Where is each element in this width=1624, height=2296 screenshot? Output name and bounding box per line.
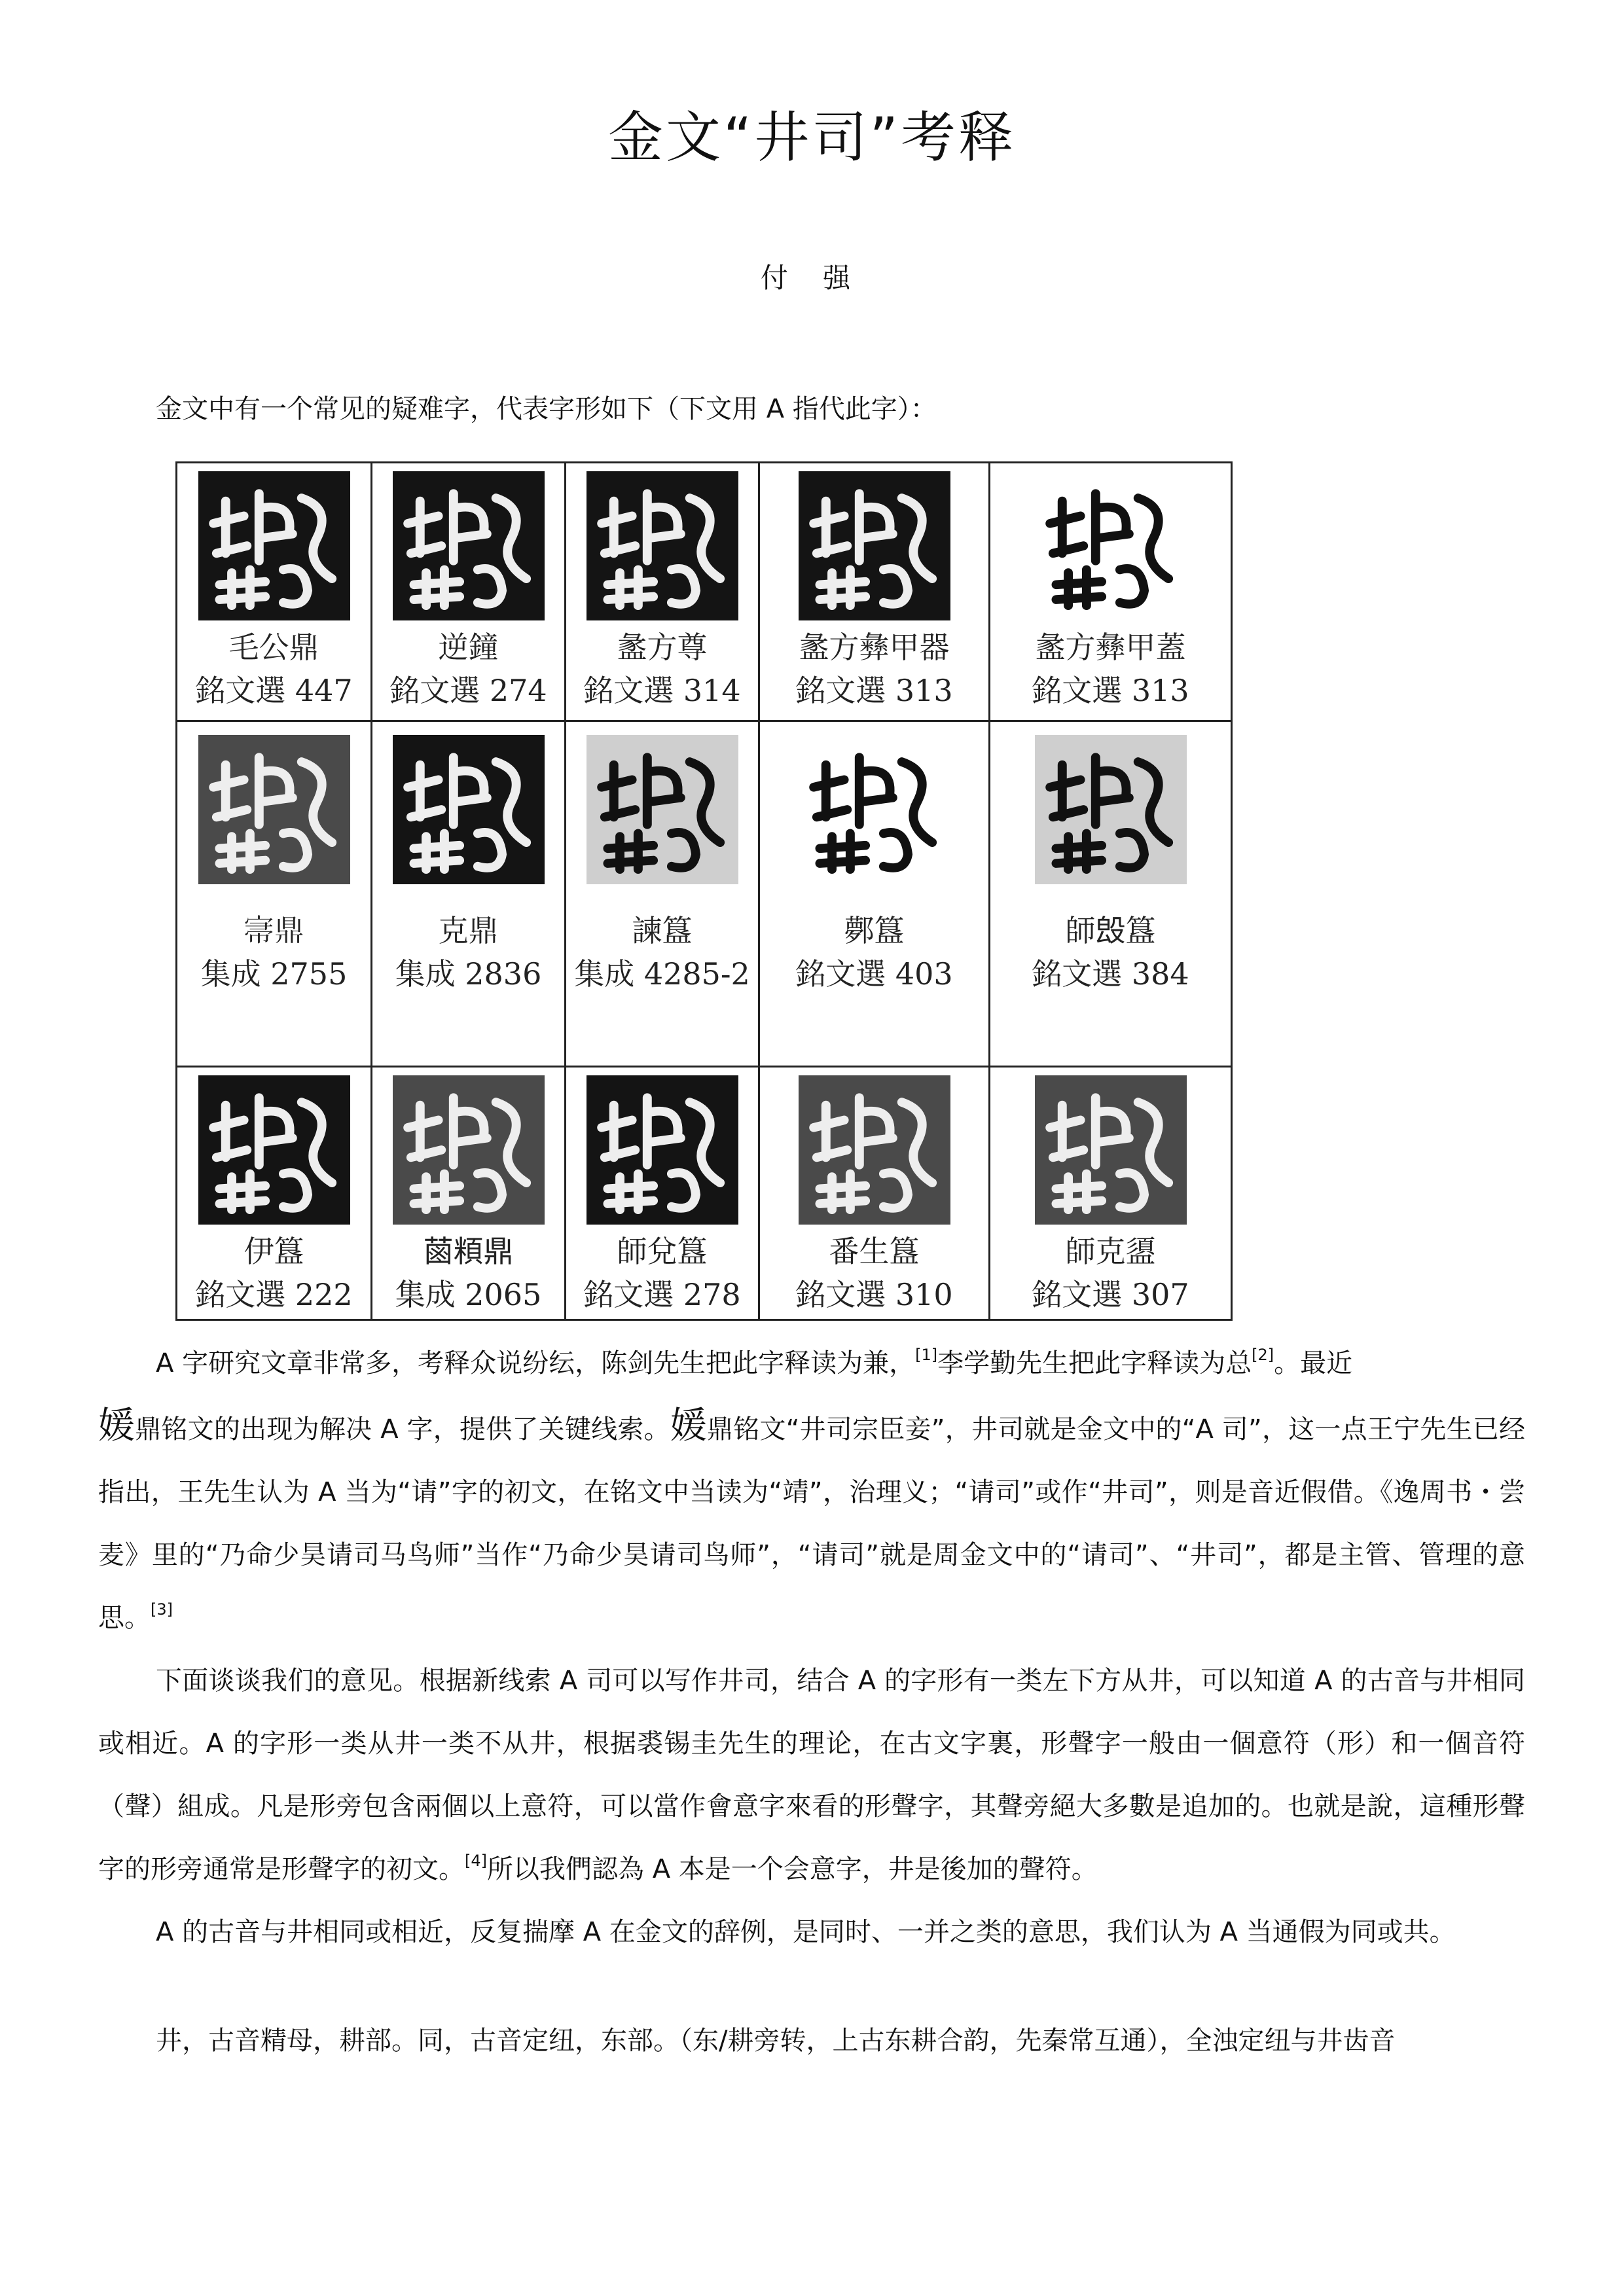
vessel-name: 毛公鼎 (228, 630, 319, 665)
vessel-name: 鄸簋 (844, 913, 905, 948)
glyph-cell (990, 722, 1231, 1067)
glyph-cell (177, 463, 372, 722)
catalog-reference: 銘文選 222 (195, 1277, 353, 1312)
p1-text-b: 李学勤先生把此字释读为总 (937, 1348, 1252, 1378)
inscription-rubbing-image (586, 735, 738, 884)
vessel-name: 諫簋 (632, 913, 693, 948)
inscription-rubbing-image (799, 1075, 950, 1225)
inscription-rubbing-image (393, 1075, 545, 1225)
vessel-name: 逆鐘 (438, 630, 499, 665)
p1-text-e: 鼎铭文“井司宗臣妾”，井司就是金文中的“A 司”，这一点王宁先生已经指出，王先生认为 A 当为“请”字的初文，在铭文中当读为“靖”，治理义；“请司”或作“井司”，则是音近假借。《逸周书・尝麦》里的“乃命少昊请司马鸟师”当作“乃命少昊请司鸟师”，“请司”就是周金文中的“请司”、“井司”，都是主管、管理的意思。 (98, 1414, 1526, 1633)
catalog-reference: 集成 2065 (395, 1277, 542, 1312)
vessel-name: 盠方尊 (617, 630, 708, 665)
inscription-rubbing-image (393, 735, 545, 884)
catalog-reference: 銘文選 310 (795, 1277, 953, 1312)
glyph-cell (760, 1067, 990, 1319)
vessel-name: 𦳊頪鼎 (423, 1234, 514, 1269)
catalog-reference: 銘文選 314 (583, 673, 741, 708)
inscription-rubbing-image (799, 735, 950, 884)
inscription-rubbing-image (393, 471, 545, 620)
glyph-cell (566, 463, 760, 722)
inscription-rubbing-image (198, 735, 350, 884)
footnote-ref-1[interactable]: [1] (915, 1346, 938, 1364)
vessel-name: 盠方彝甲器 (799, 630, 950, 665)
p2-text-b: 所以我們認為 A 本是一个会意字，井是後加的聲符。 (487, 1854, 1098, 1884)
catalog-reference: 集成 2755 (200, 956, 348, 992)
glyph-cell (566, 1067, 760, 1319)
vessel-name: 番生簋 (829, 1234, 920, 1269)
catalog-reference: 銘文選 384 (1032, 956, 1189, 992)
p1-text-a: A 字研究文章非常多，考释众说纷纭，陈剑先生把此字释读为兼， (156, 1348, 916, 1378)
inscription-rubbing-image (198, 1075, 350, 1225)
inscription-rubbing-image (586, 1075, 738, 1225)
footnote-ref-3[interactable]: [3] (151, 1600, 173, 1619)
catalog-reference: 銘文選 278 (583, 1277, 741, 1312)
inscription-rubbing-image (198, 471, 350, 620)
p2-text-a: 下面谈谈我们的意见。根据新线索 A 司可以写作井司，结合 A 的字形有一类左下方从井，可以知道 A 的古音与井相同或相近。A 的字形一类从井一类不从井，根据裘锡圭先生的理论，在古文字裏，形聲字一般由一個意符（形）和一個音符（聲）組成。凡是形旁包含兩個以上意符，可以當作會意字來看的形聲字，其聲旁絕大多數是追加的。也就是說，這種形聲字的形旁通常是形聲字的初文。 (98, 1666, 1525, 1884)
p1-text-d: 鼎铭文的出现为解决 A 字，提供了关键线索。 (135, 1414, 670, 1444)
vessel-name: 盠方彝甲蓋 (1035, 630, 1186, 665)
vessel-name: 克鼎 (438, 913, 499, 948)
catalog-reference: 銘文選 447 (195, 673, 353, 708)
footnote-ref-4[interactable]: [4] (465, 1852, 487, 1870)
inscription-char-1: 媛 (98, 1405, 135, 1447)
glyph-cell (990, 1067, 1231, 1319)
glyph-cell (760, 722, 990, 1067)
inscription-rubbing-image (586, 471, 738, 620)
page-title: 金文“井司”考释 (607, 105, 1017, 170)
vessel-name: 師兌簋 (617, 1234, 708, 1269)
footnote-ref-2[interactable]: [2] (1252, 1346, 1274, 1364)
glyph-cell (372, 722, 566, 1067)
inscription-char-2: 媛 (670, 1405, 708, 1447)
glyph-cell (177, 1067, 372, 1319)
glyph-cell (566, 722, 760, 1067)
intro-paragraph: 金文中有一个常见的疑难字，代表字形如下（下文用 A 指代此字）： (156, 394, 937, 424)
catalog-reference: 銘文選 307 (1032, 1277, 1189, 1312)
p1-text-c: 。最近 (1274, 1348, 1353, 1378)
paragraph-2 (98, 1649, 1525, 1901)
inscription-rubbing-image (1035, 1075, 1187, 1225)
paragraph-4: 井，古音精母，耕部。同，古音定纽，东部。（东/耕旁转，上古东耕合韵，先秦常互通），全浊定纽与井齿音 (156, 2026, 1396, 2056)
catalog-reference: 銘文選 313 (1032, 673, 1189, 708)
glyph-cell (372, 1067, 566, 1319)
vessel-name: 師𣪕簋 (1065, 913, 1156, 948)
inscription-rubbing-image (1035, 735, 1187, 884)
catalog-reference: 銘文選 403 (795, 956, 953, 992)
glyph-cell (372, 463, 566, 722)
inscription-rubbing-image (799, 471, 950, 620)
inscription-rubbing-image (1035, 471, 1187, 620)
author: 付 强 (760, 262, 864, 294)
glyph-cell (990, 463, 1231, 722)
vessel-name: 𡨦鼎 (244, 913, 304, 948)
glyph-cell (760, 463, 990, 722)
catalog-reference: 集成 2836 (395, 956, 542, 992)
vessel-name: 師克盨 (1065, 1234, 1156, 1269)
body-text (98, 1332, 1525, 2072)
glyph-cell (177, 722, 372, 1067)
paragraph-3: A 的古音与井相同或相近，反复揣摩 A 在金文的辞例，是同时、一并之类的意思，我们认为 A 当通假为同或共。 (156, 1917, 1456, 1947)
catalog-reference: 銘文選 313 (795, 673, 953, 708)
paragraph-1 (98, 1332, 1525, 1395)
catalog-reference: 銘文選 274 (389, 673, 547, 708)
catalog-reference: 集成 4285-2 (574, 956, 750, 992)
glyph-table (175, 461, 1233, 1321)
paragraph-1-cont (98, 1395, 1525, 1649)
vessel-name: 伊簋 (244, 1234, 304, 1269)
